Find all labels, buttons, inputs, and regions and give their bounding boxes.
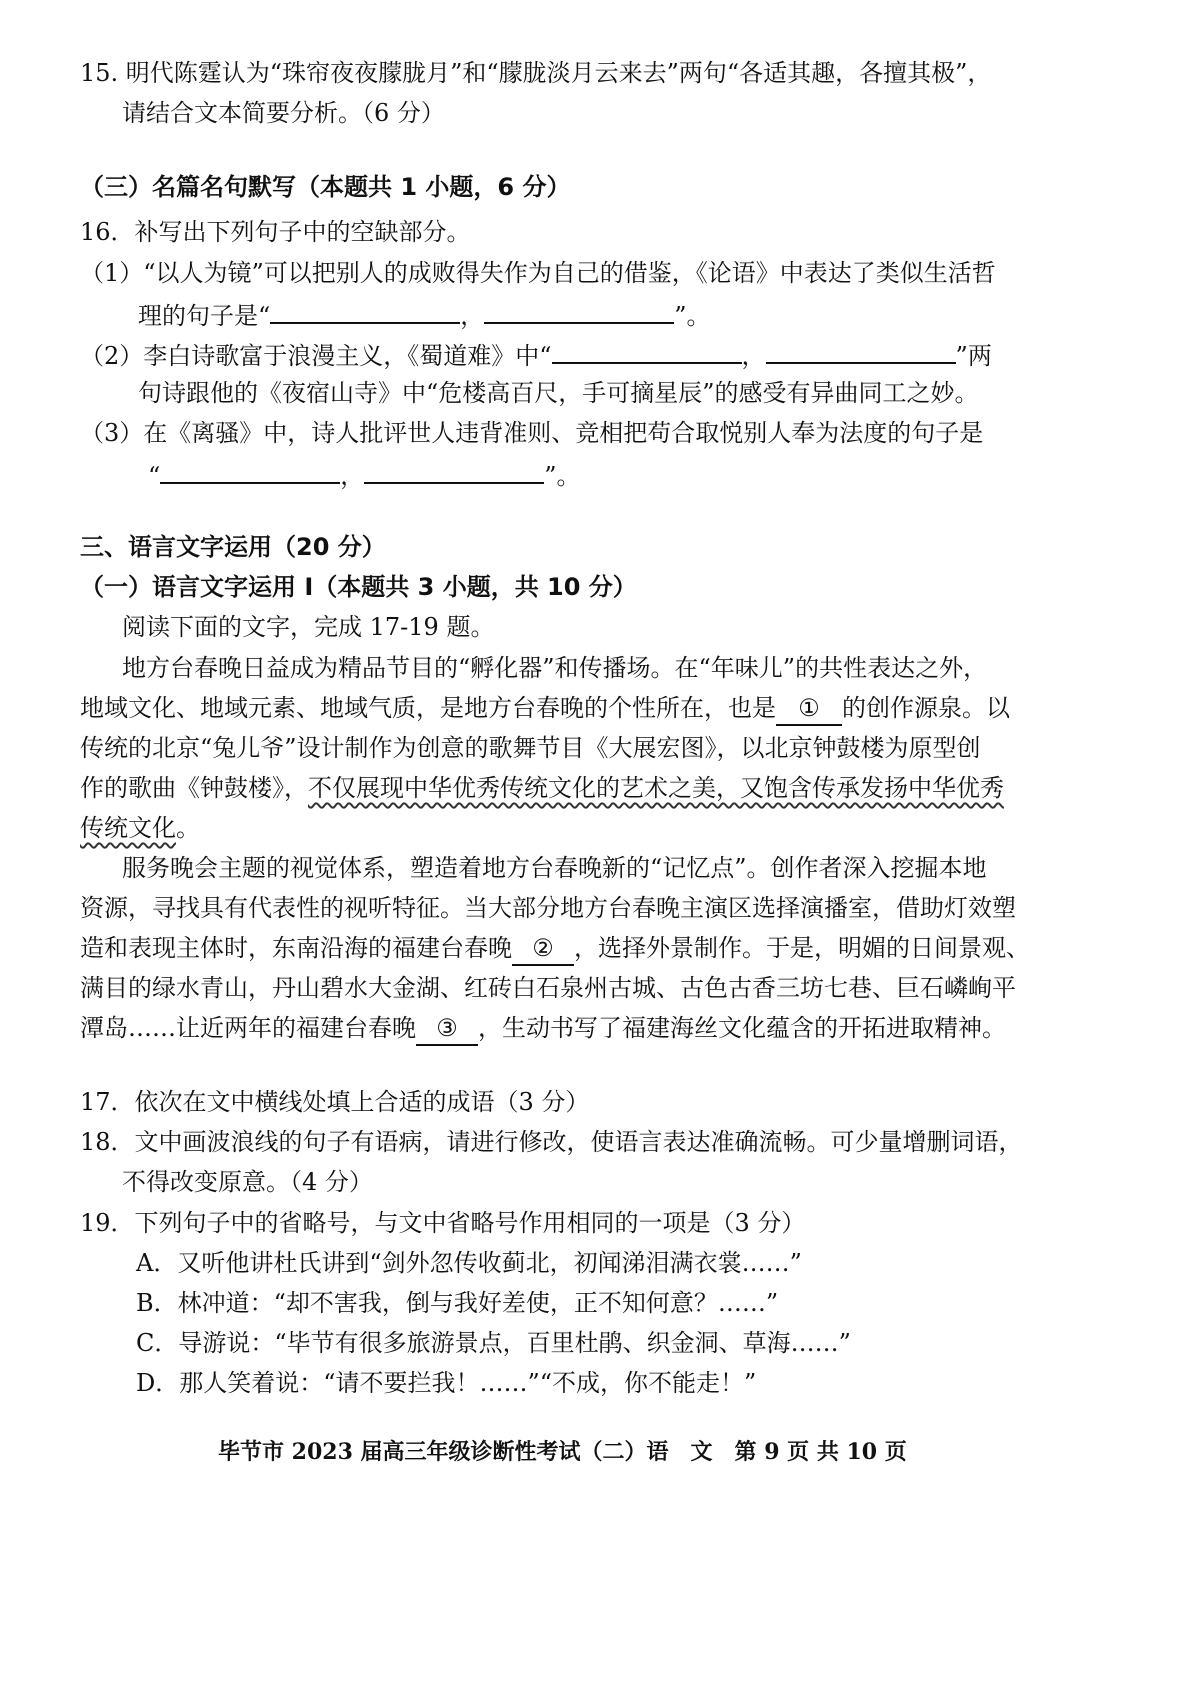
passage-line-9: 满目的绿水青山，丹山碧水大金湖、红砖白石泉州古城、古色古香三坊七巷、巨石嶙峋平 bbox=[80, 974, 1016, 1002]
wavy-sentence-part-2: 传统文化 bbox=[80, 814, 176, 842]
q19-option-c: C．导游说：“毕节有很多旅游景点，百里杜鹃、织金洞、草海……” bbox=[136, 1329, 851, 1357]
q16-part3-line2 bbox=[148, 458, 581, 492]
q16-part3-blank-1[interactable] bbox=[160, 458, 340, 484]
q16-stem: 16．补写出下列句子中的空缺部分。 bbox=[80, 218, 471, 246]
q16-part3-text-a: “ bbox=[148, 462, 161, 490]
passage-line-1: 地方台春晚日益成为精品节目的“孵化器”和传播场。在“年味儿”的共性表达之外， bbox=[122, 654, 988, 682]
q18-line1: 18．文中画波浪线的句子有语病，请进行修改，使语言表达准确流畅。可少量增删词语， bbox=[80, 1128, 1023, 1156]
passage-line-7: 资源，寻找具有代表性的视听特征。当大部分地方台春晚主演区选择演播室，借助灯效塑 bbox=[80, 894, 1016, 922]
q18-line2: 不得改变原意。（4 分） bbox=[122, 1168, 373, 1196]
section3-heading: 三、语言文字运用（20 分） bbox=[80, 533, 386, 561]
page-footer: 毕节市 2023 届高三年级诊断性考试（二）语 文 第 9 页 共 10 页 bbox=[218, 1439, 907, 1465]
passage-line-5 bbox=[80, 813, 200, 844]
passage-l10-text-a: 潭岛……让近两年的福建台春晚 bbox=[80, 1014, 416, 1042]
passage-line-8 bbox=[80, 933, 1030, 966]
passage-l2-text-b: 的创作源泉。以 bbox=[842, 694, 1010, 722]
section-mingju-heading: （三）名篇名句默写（本题共 1 小题，6 分） bbox=[80, 173, 571, 201]
section3-1-heading: （一）语言文字运用 I（本题共 3 小题，共 10 分） bbox=[80, 573, 637, 601]
passage-l10-text-b: ，生动书写了福建海丝文化蕴含的开拓进取精神。 bbox=[478, 1014, 1006, 1042]
q19-option-b: B．林冲道：“却不害我，倒与我好差使，正不知何意？……” bbox=[136, 1289, 779, 1317]
blank-marker-3: ③ bbox=[416, 1013, 478, 1046]
q17: 17．依次在文中横线处填上合适的成语（3 分） bbox=[80, 1088, 590, 1116]
read-instruction: 阅读下面的文字，完成 17-19 题。 bbox=[122, 613, 495, 641]
q16-part1-text-b: ， bbox=[460, 302, 485, 330]
passage-l8-text-b: ，选择外景制作。于是，明媚的日间景观、 bbox=[574, 934, 1030, 962]
q15-line2: 请结合文本简要分析。（6 分） bbox=[122, 99, 445, 127]
passage-l5-text-b: 。 bbox=[176, 814, 200, 842]
q16-part2-text-b: ， bbox=[741, 342, 766, 370]
q16-part2-line1 bbox=[80, 338, 992, 372]
q16-part1-blank-1[interactable] bbox=[270, 298, 460, 324]
passage-line-6: 服务晚会主题的视觉体系，塑造着地方台春晚新的“记忆点”。创作者深入挖掘本地 bbox=[122, 854, 987, 882]
q16-part3-text-b: ， bbox=[340, 462, 365, 490]
passage-l4-text-a: 作的歌曲《钟鼓楼》， bbox=[80, 774, 308, 802]
q16-part2-text-c: ”两 bbox=[955, 342, 992, 370]
q16-part1-text-a: 理的句子是“ bbox=[138, 302, 271, 330]
q16-part1-blank-2[interactable] bbox=[484, 298, 674, 324]
q16-part2-blank-2[interactable] bbox=[766, 338, 956, 364]
q19-stem: 19．下列句子中的省略号，与文中省略号作用相同的一项是（3 分） bbox=[80, 1209, 806, 1237]
passage-line-4 bbox=[80, 773, 1004, 804]
blank-marker-2: ② bbox=[512, 933, 574, 966]
q15-line1: 15. 明代陈霆认为“珠帘夜夜朦胧月”和“朦胧淡月云来去”两句“各适其趣，各擅其极”， bbox=[80, 59, 992, 87]
q16-part1-line1: （1）“以人为镜”可以把别人的成败得失作为自己的借鉴，《论语》中表达了类似生活哲 bbox=[80, 259, 996, 287]
q19-option-a: A．又听他讲杜氏讲到“剑外忽传收蓟北，初闻涕泪满衣裳……” bbox=[136, 1249, 802, 1277]
passage-line-2 bbox=[80, 693, 1010, 726]
q16-part1-line2 bbox=[138, 298, 711, 332]
blank-marker-1: ① bbox=[776, 693, 842, 726]
passage-line-10 bbox=[80, 1013, 1006, 1046]
passage-l2-text-a: 地域文化、地域元素、地域气质，是地方台春晚的个性所在，也是 bbox=[80, 694, 776, 722]
q16-part1-text-c: ”。 bbox=[674, 302, 711, 330]
q16-part2-line2: 句诗跟他的《夜宿山寺》中“危楼高百尺，手可摘星辰”的感受有异曲同工之妙。 bbox=[138, 379, 979, 407]
q16-part2-blank-1[interactable] bbox=[552, 338, 742, 364]
passage-l8-text-a: 造和表现主体时，东南沿海的福建台春晚 bbox=[80, 934, 512, 962]
passage-line-3: 传统的北京“兔儿爷”设计制作为创意的歌舞节目《大展宏图》，以北京钟鼓楼为原型创 bbox=[80, 734, 981, 762]
q16-part2-text-a: （2）李白诗歌富于浪漫主义，《蜀道难》中“ bbox=[80, 342, 552, 370]
q16-part3-blank-2[interactable] bbox=[364, 458, 544, 484]
q16-part3-text-c: ”。 bbox=[544, 462, 581, 490]
q16-part3-line1: （3）在《离骚》中，诗人批评世人违背准则、竞相把苟合取悦别人奉为法度的句子是 bbox=[80, 419, 984, 447]
wavy-sentence-part-1: 不仅展现中华优秀传统文化的艺术之美，又饱含传承发扬中华优秀 bbox=[308, 774, 1004, 802]
q19-option-d: D．那人笑着说：“请不要拦我！……”“不成，你不能走！” bbox=[136, 1369, 757, 1397]
